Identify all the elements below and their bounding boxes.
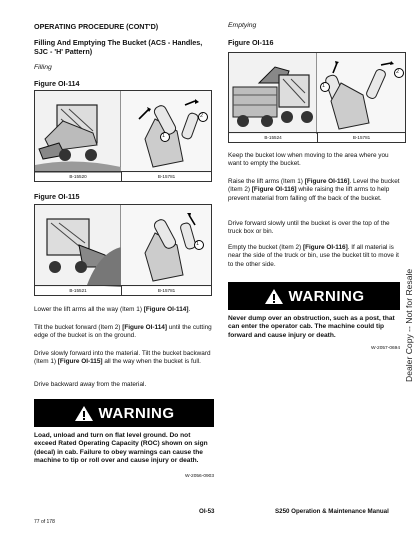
loader-emptying-bucket-illustration (229, 53, 406, 134)
figure-code: B-15521 (35, 285, 121, 295)
manual-title: S250 Operation & Maintenance Manual (275, 508, 389, 515)
warning-text: Load, unload and turn on flat level ground. Do not exceed Rated Operating Capacity (ROC) shown on sign (decal) in cab. Failure to obey warnings can cause the machine to tip or roll over and cause injury or death. (34, 432, 208, 465)
warning-triangle-icon (74, 405, 94, 422)
callout-2: 2 (200, 113, 203, 119)
warning-label: WARNING (288, 287, 365, 305)
warning-code: W-2057-0694 (371, 346, 400, 351)
filling-subtitle: Filling (34, 64, 52, 71)
step-drive-into-material: Drive slowly forward into the material. Tilt the bucket backward (Item 1) [Figure OI-115] all the way when the bucket is full. (34, 350, 211, 366)
callout-1: 1 (196, 241, 199, 247)
figure-code: B-15524 (229, 132, 317, 142)
figure-oi-115 (34, 204, 212, 296)
figure-oi-116 (228, 52, 406, 143)
step-drive-backward: Drive backward away from the material. (34, 381, 147, 388)
procedure-title-line2: SJC - 'H' Pattern) (34, 47, 93, 56)
figure-code: B-15781 (317, 132, 405, 142)
page-number: OI-53 (199, 508, 215, 515)
warning-triangle-icon (264, 288, 284, 305)
step-lower-lift-arms: Lower the lift arms all the way (Item 1) [Figure OI-114]. (34, 306, 191, 313)
warning-banner (228, 282, 400, 310)
warning-text: Never dump over an obstruction, such as a post, that can enter the operator cab. The machine could tip forward and cause injury or death. (228, 315, 395, 339)
warning-label: WARNING (98, 404, 175, 422)
step-drive-over-truck: Drive forward slowly until the bucket is over the top of the truck box or bin. (228, 220, 390, 236)
dealer-copy-side-label: Dealer Copy -- Not for Resale (404, 268, 414, 382)
loader-bucket-lowered-illustration (35, 91, 212, 173)
callout-1: 1 (322, 83, 325, 89)
page-count: 77 of 178 (34, 519, 55, 525)
warning-code: W-2056-0903 (185, 474, 214, 479)
figure-code: B-15781 (121, 171, 211, 181)
callout-1: 1 (162, 133, 165, 139)
callout-2: 2 (396, 69, 399, 75)
section-header: OPERATING PROCEDURE (CONT'D) (34, 22, 159, 31)
step-tilt-bucket-forward: Tilt the bucket forward (Item 2) [Figure OI-114] until the cutting edge of the bucket is on the ground. (34, 324, 212, 340)
step-empty-bucket: Empty the bucket (Item 2) [Figure OI-116]. If all material is near the side of the truck or bin, use the bucket tilt to move it to the other side. (228, 244, 399, 268)
figure-oi-115-title: Figure OI-115 (34, 192, 80, 201)
procedure-title-line1: Filling And Emptying The Bucket (ACS - Handles, (34, 38, 203, 47)
warning-banner (34, 399, 214, 427)
figure-code: B-15781 (121, 285, 211, 295)
figure-code: B-15520 (35, 171, 121, 181)
step-raise-lift-arms: Raise the lift arms (Item 1) [Figure OI-116]. Level the bucket (Item 2) [Figure OI-116] while raising the lift arms to help prevent material from falling off the back of the bucket. (228, 178, 400, 202)
figure-oi-114-title: Figure OI-114 (34, 79, 80, 88)
figure-oi-116-title: Figure OI-116 (228, 38, 274, 47)
loader-filling-bucket-illustration (35, 205, 212, 287)
emptying-subtitle: Emptying (228, 22, 257, 29)
step-keep-bucket-low: Keep the bucket low when moving to the area where you want to empty the bucket. (228, 152, 389, 168)
figure-oi-114 (34, 90, 212, 182)
